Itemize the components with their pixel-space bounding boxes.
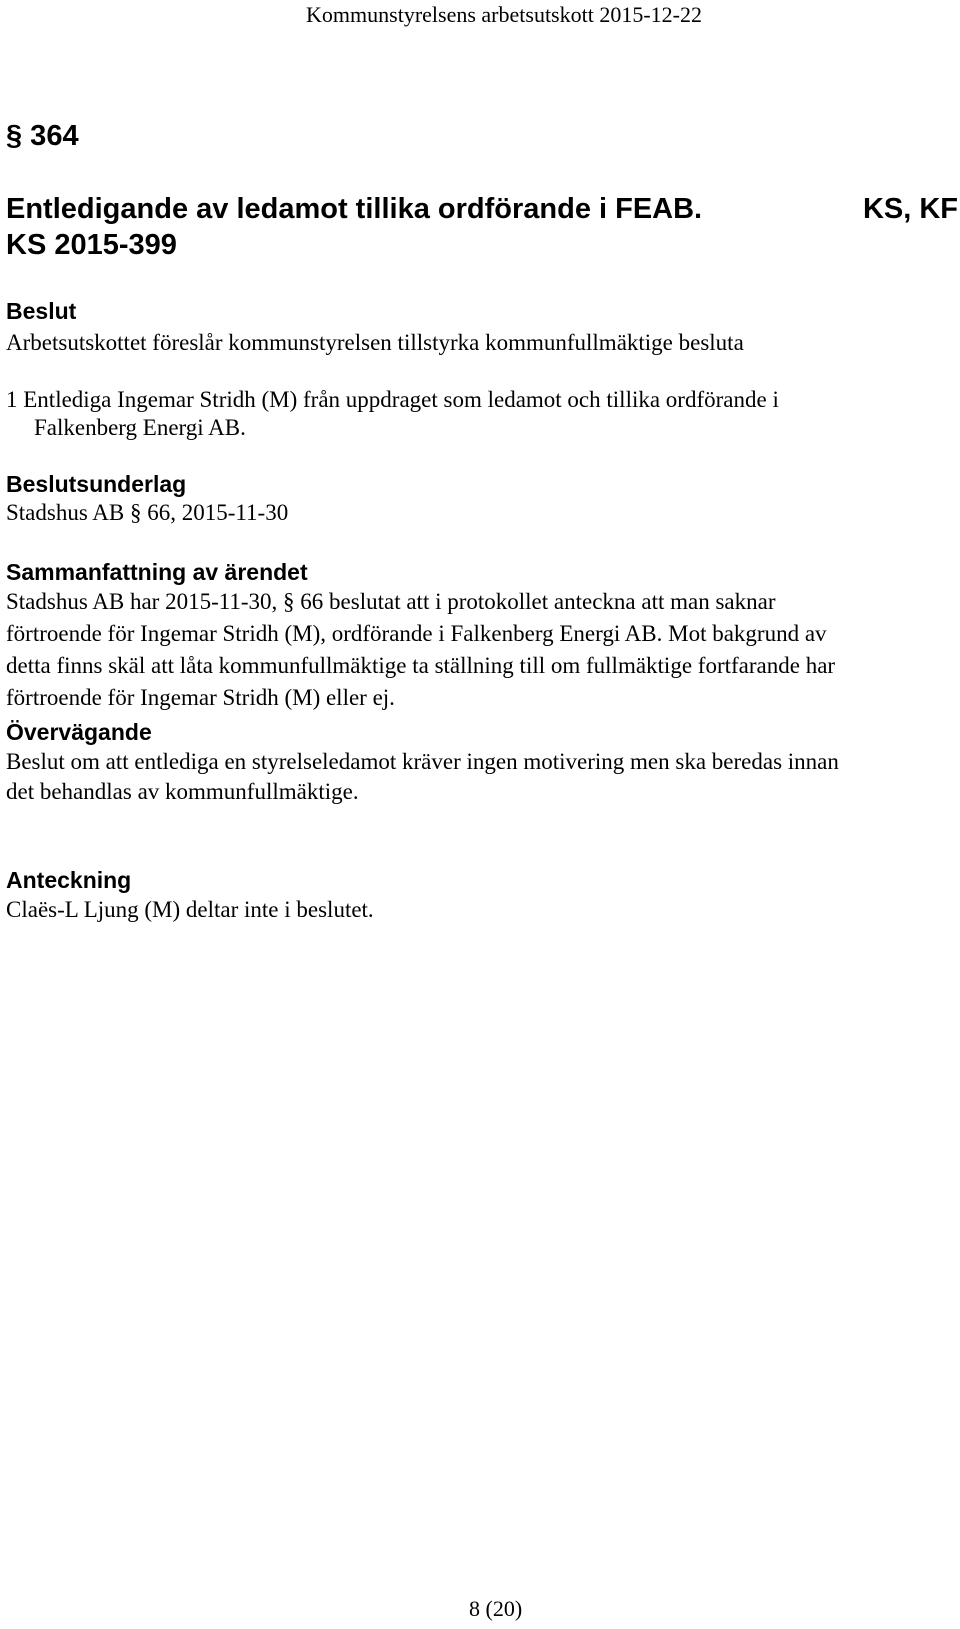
beslut-item-1-continuation: Falkenberg Energi AB. — [34, 415, 246, 440]
case-route: KS, KF — [862, 193, 958, 225]
sammanfattning-text — [6, 586, 956, 714]
sammanfattning-heading: Sammanfattning av ärendet — [6, 559, 308, 585]
beslutsunderlag-text: Stadshus AB § 66, 2015-11-30 — [6, 500, 289, 525]
sammanfattning-line: detta finns skäl att låta kommunfullmäktige ta ställning till om fullmäktige fortfarande har — [6, 653, 836, 678]
sammanfattning-line: förtroende för Ingemar Stridh (M), ordförande i Falkenberg Energi AB. Mot bakgrund av — [6, 621, 827, 646]
overvagande-line: det behandlas av kommunfullmäktige. — [6, 779, 359, 804]
anteckning-heading: Anteckning — [6, 867, 132, 893]
overvagande-line: Beslut om att entlediga en styrelseledamot kräver ingen motivering men ska beredas innan — [6, 749, 839, 774]
page-number: 8 (20) — [469, 1596, 523, 1621]
case-number: KS 2015-399 — [6, 229, 177, 261]
beslutsunderlag-heading: Beslutsunderlag — [6, 471, 187, 497]
case-title: Entledigande av ledamot tillika ordförande i FEAB. — [6, 193, 703, 225]
beslut-item-1: 1 Entlediga Ingemar Stridh (M) från uppdraget som ledamot och tillika ordförande i — [6, 387, 779, 412]
overvagande-text — [6, 746, 956, 806]
sammanfattning-line: förtroende för Ingemar Stridh (M) eller ej. — [6, 685, 395, 710]
overvagande-heading: Övervägande — [6, 719, 152, 745]
paragraph-number: § 364 — [6, 120, 79, 152]
anteckning-text: Claës-L Ljung (M) deltar inte i beslutet. — [6, 897, 374, 922]
beslut-intro: Arbetsutskottet föreslår kommunstyrelsen tillstyrka kommunfullmäktige besluta — [6, 330, 744, 355]
sammanfattning-line: Stadshus AB har 2015-11-30, § 66 beslutat att i protokollet anteckna att man saknar — [6, 589, 776, 614]
beslut-heading: Beslut — [6, 298, 77, 324]
document-header-title: Kommunstyrelsens arbetsutskott 2015-12-22 — [306, 2, 702, 27]
